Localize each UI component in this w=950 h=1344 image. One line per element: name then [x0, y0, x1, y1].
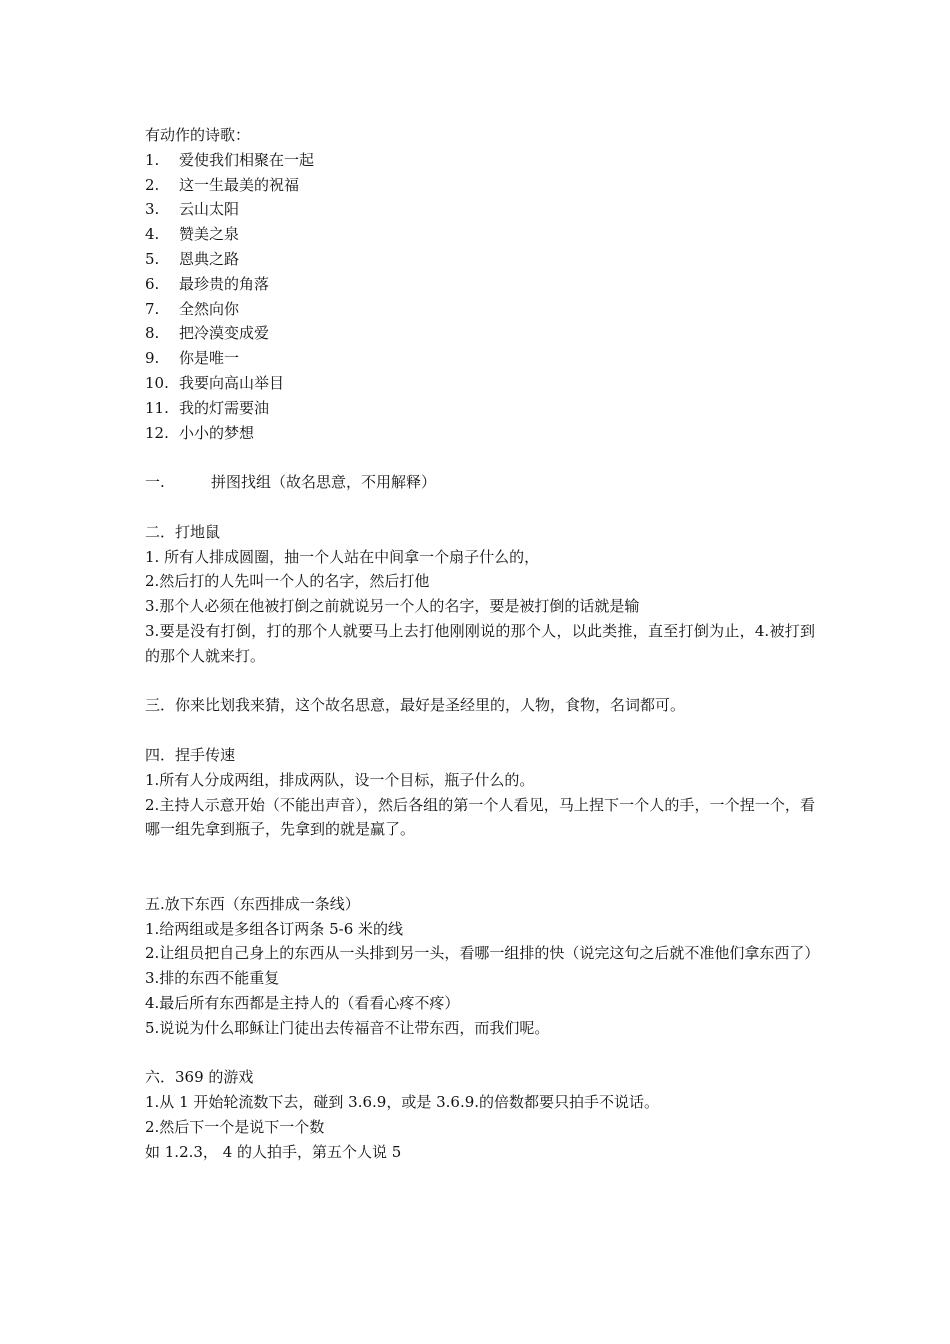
list-item — [145, 247, 815, 272]
song-title: 最珍贵的角落 — [179, 274, 270, 293]
list-item — [145, 197, 815, 222]
list-number: 11. — [145, 398, 169, 417]
section-5-line: 4.最后所有东西都是主持人的（看看心疼不疼） — [145, 993, 460, 1012]
song-list — [145, 148, 815, 446]
list-item — [145, 396, 815, 421]
section-5-line: 3.排的东西不能重复 — [145, 969, 280, 988]
list-number: 9. — [145, 349, 160, 368]
section-1-title: 拼图找组（故名思意，不用解释） — [211, 473, 437, 492]
section-2-line: 2.然后打的人先叫一个人的名字，然后打他 — [145, 572, 430, 591]
list-number: 7. — [145, 299, 160, 318]
section-4-line: 1.所有人分成两组，排成两队，设一个目标，瓶子什么的。 — [145, 770, 535, 789]
song-title: 爱使我们相聚在一起 — [179, 150, 315, 169]
spacer — [145, 445, 815, 470]
spacer — [145, 669, 815, 694]
section-1-heading — [145, 470, 815, 495]
list-item — [145, 222, 815, 247]
song-title: 把冷漠变成爱 — [179, 324, 270, 343]
section-2-line: 1. 所有人排成圆圈，抽一个人站在中间拿一个扇子什么的， — [145, 547, 540, 566]
list-item — [145, 421, 815, 446]
list-item — [145, 297, 815, 322]
section-6-line: 1.从 1 开始轮流数下去，碰到 3.6.9，或是 3.6.9.的倍数都要只拍手不说话。 — [145, 1093, 660, 1112]
section-6-line: 2.然后下一个是说下一个数 — [145, 1117, 325, 1136]
list-item — [145, 371, 815, 396]
song-title: 云山太阳 — [179, 200, 240, 219]
song-title: 全然向你 — [179, 299, 240, 318]
song-title: 小小的梦想 — [179, 423, 255, 442]
song-title: 你是唯一 — [179, 349, 240, 368]
section-5-line: 1.给两组或是多组各订两条 5-6 米的线 — [145, 919, 404, 938]
song-title: 恩典之路 — [179, 249, 240, 268]
section-5-line: 5.说说为什么耶稣让门徒出去传福音不让带东西，而我们呢。 — [145, 1018, 550, 1037]
song-title: 我的灯需要油 — [179, 398, 270, 417]
list-item — [145, 321, 815, 346]
list-number: 4. — [145, 225, 160, 244]
list-item — [145, 173, 815, 198]
song-title: 这一生最美的祝福 — [179, 175, 300, 194]
song-title: 我要向高山举目 — [179, 373, 285, 392]
section-2-heading: 二．打地鼠 — [145, 522, 221, 541]
document-page — [145, 123, 820, 1164]
song-title: 赞美之泉 — [179, 225, 240, 244]
list-item — [145, 148, 815, 173]
section-2-line: 3.要是没有打倒，打的那个人就要马上去打他刚刚说的那个人，以此类推，直至打倒为止，4.被打到的那个人就来打。 — [145, 621, 815, 665]
spacer — [145, 718, 815, 743]
list-number: 6. — [145, 274, 160, 293]
section-5-line: 2.让组员把自己身上的东西从一头排到另一头，看哪一组排的快（说完这句之后就不准他们拿东西了） — [145, 944, 820, 963]
list-item — [145, 346, 815, 371]
list-number: 5. — [145, 249, 160, 268]
section-1-number: 一. — [145, 473, 165, 492]
list-number: 2. — [145, 175, 160, 194]
list-number: 12. — [145, 423, 169, 442]
section-6-line: 如 1.2.3， 4 的人拍手，第五个人说 5 — [145, 1142, 402, 1161]
section-5-heading: 五.放下东西（东西排成一条线） — [145, 894, 360, 913]
list-number: 3. — [145, 200, 160, 219]
spacer — [145, 1040, 815, 1065]
section-4-line: 2.主持人示意开始（不能出声音），然后各组的第一个人看见，马上捏下一个人的手，一个捏一个，看哪一组先拿到瓶子，先拿到的就是赢了。 — [145, 795, 815, 839]
list-item — [145, 272, 815, 297]
list-number: 8. — [145, 324, 160, 343]
section-4-heading: 四．捏手传速 — [145, 745, 236, 764]
section-3-heading: 三．你来比划我来猜，这个故名思意，最好是圣经里的，人物，食物，名词都可。 — [145, 696, 686, 715]
list-number: 10. — [145, 373, 169, 392]
section-6-heading: 六．369 的游戏 — [145, 1068, 254, 1087]
intro-title: 有动作的诗歌： — [145, 126, 251, 144]
spacer — [145, 495, 815, 520]
list-number: 1. — [145, 150, 160, 169]
section-2-line: 3.那个人必须在他被打倒之前就说另一个人的名字，要是被打倒的话就是输 — [145, 597, 640, 616]
spacer — [145, 842, 815, 892]
